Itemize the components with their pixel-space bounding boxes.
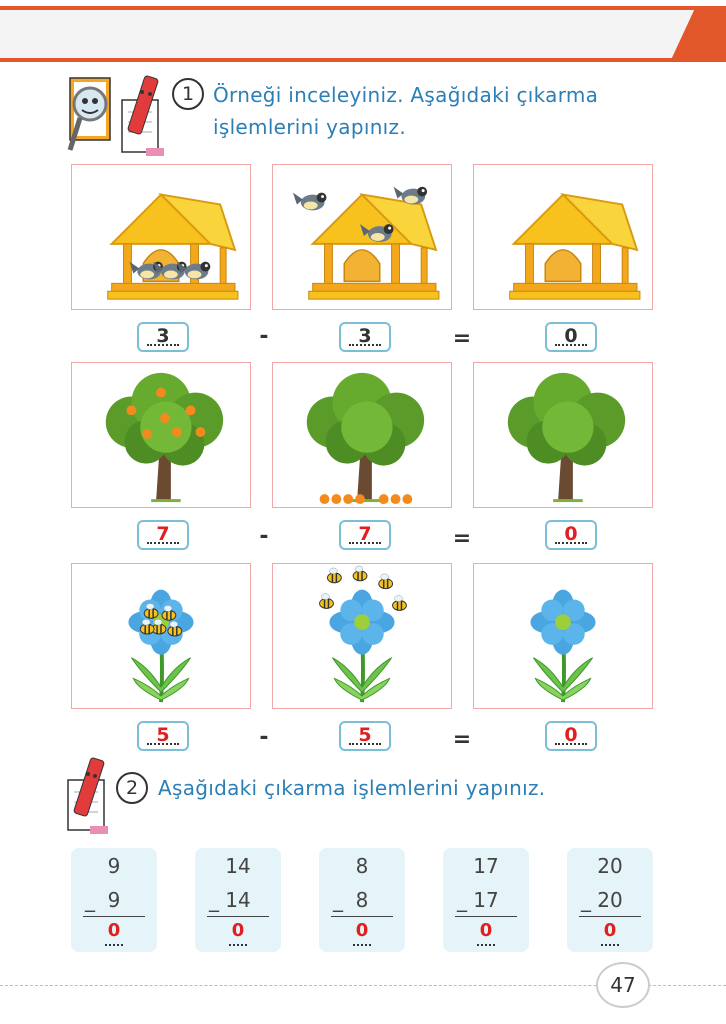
question-1-line1: Örneği inceleyiniz. Aşağıdaki çıkarma [213, 83, 599, 107]
row1-first-number: 3 [137, 322, 189, 352]
subtraction-problem: 14 _ 14 0 [195, 848, 281, 952]
subtraction-result: 0 [603, 920, 617, 941]
question-2-number: 2 [116, 772, 148, 804]
equals-sign: = [452, 526, 472, 551]
page-number: 47 [596, 962, 650, 1008]
empty-birdhouse-image [473, 164, 653, 310]
tree-with-oranges-image [71, 362, 251, 508]
tree-oranges-fallen-image [272, 362, 452, 508]
row3-first-number: 5 [137, 721, 189, 751]
equals-sign: = [452, 727, 472, 752]
tree-without-oranges-image [473, 362, 653, 508]
minus-sign: - [259, 324, 269, 349]
question-2-text: Aşağıdaki çıkarma işlemlerini yapınız. [158, 776, 546, 800]
subtraction-result: 0 [107, 920, 121, 941]
magnifier-pencil-icon [66, 72, 170, 164]
question-1-number: 1 [172, 78, 204, 110]
flower-bees-flying-image [272, 563, 452, 709]
subtraction-problem: 9 _ 9 0 [71, 848, 157, 952]
row2-result: 0 [545, 520, 597, 550]
row2-first-number: 7 [137, 520, 189, 550]
subtraction-problem: 8 _ 8 0 [319, 848, 405, 952]
subtraction-result: 0 [231, 920, 245, 941]
subtraction-problem: 20 _ 20 0 [567, 848, 653, 952]
equals-sign: = [452, 326, 472, 351]
row1-second-number: 3 [339, 322, 391, 352]
header-bar [0, 6, 700, 62]
row1-result: 0 [545, 322, 597, 352]
pencil-notebook-icon [64, 756, 112, 836]
question-1-line2: işlemlerini yapınız. [213, 115, 406, 139]
row2-second-number: 7 [339, 520, 391, 550]
subtraction-result: 0 [479, 920, 493, 941]
birdhouse-birds-leaving-image [272, 164, 452, 310]
header-accent [656, 6, 726, 62]
subtraction-problem: 17 _ 17 0 [443, 848, 529, 952]
flower-with-bees-image [71, 563, 251, 709]
row3-result: 0 [545, 721, 597, 751]
minus-sign: - [259, 725, 269, 750]
row3-second-number: 5 [339, 721, 391, 751]
flower-without-bees-image [473, 563, 653, 709]
minus-sign: - [259, 524, 269, 549]
subtraction-result: 0 [355, 920, 369, 941]
birdhouse-with-birds-image [71, 164, 251, 310]
